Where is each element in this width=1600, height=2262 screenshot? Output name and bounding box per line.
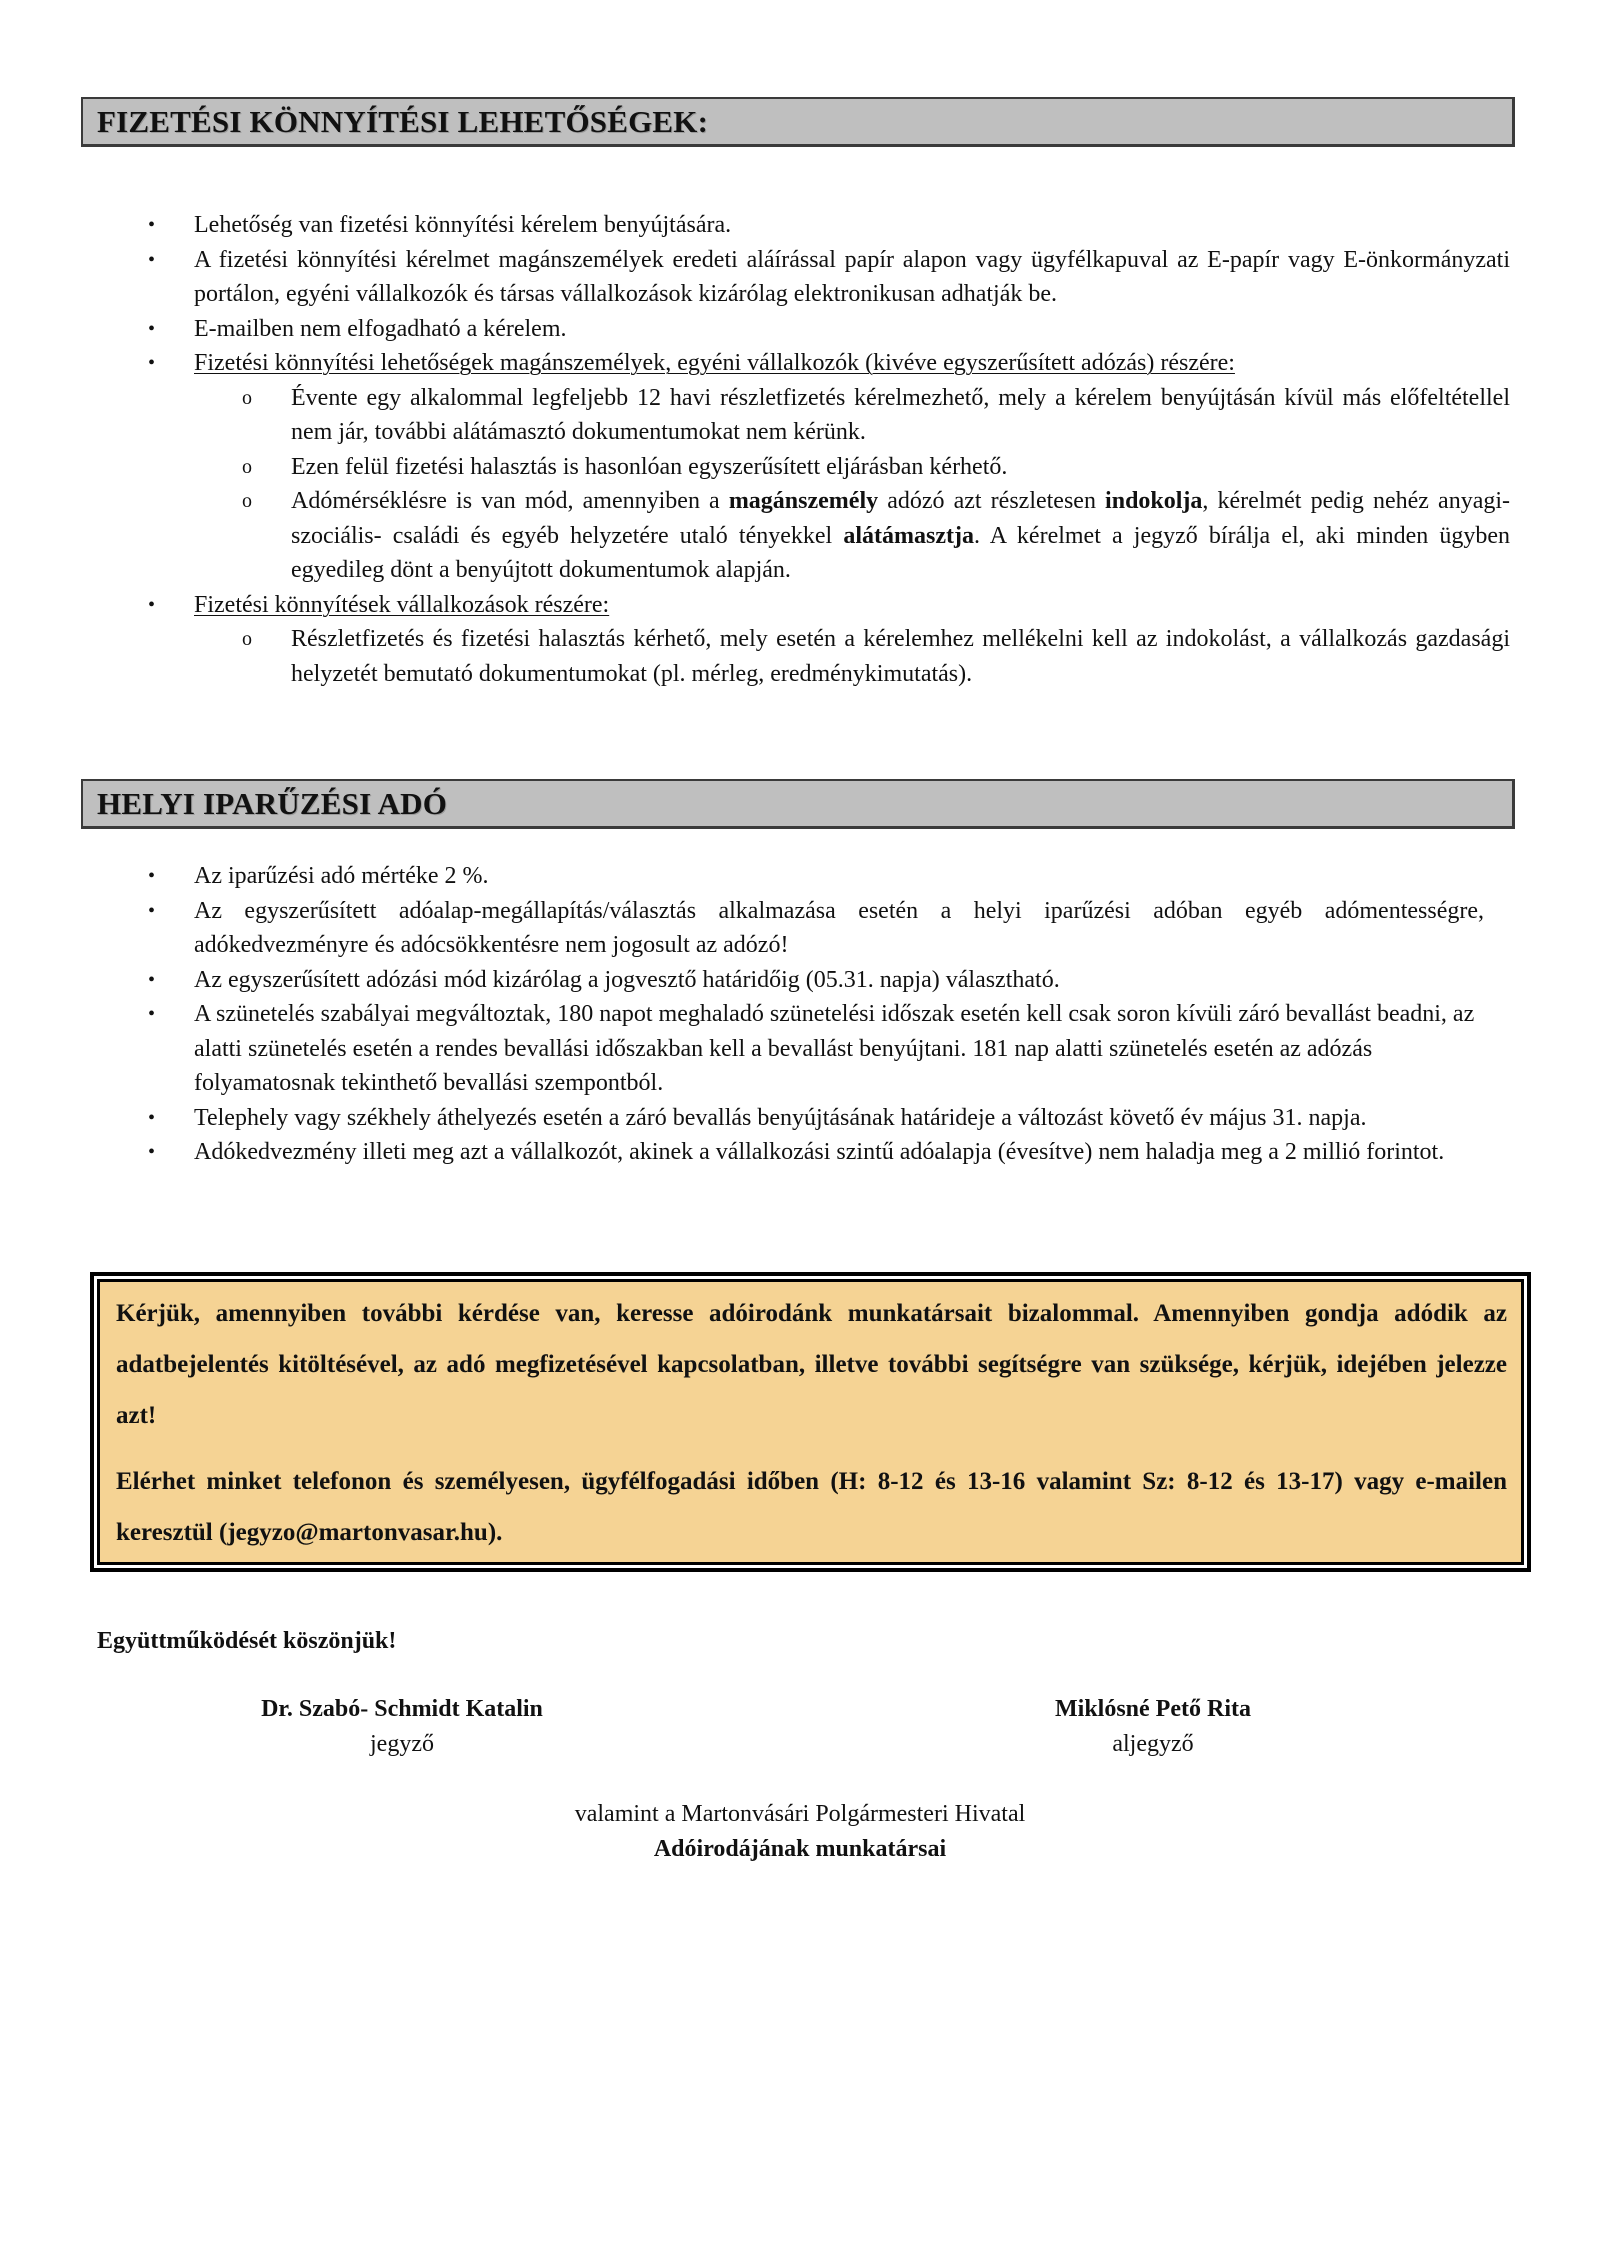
private-relief-sublist — [242, 381, 1511, 588]
signature-block-notary — [202, 1692, 602, 1762]
list-item — [148, 243, 1510, 312]
bullet-icon: • — [148, 1003, 156, 1025]
emphasis-text: indokolja — [1105, 488, 1203, 514]
circle-bullet-icon: o — [242, 455, 252, 478]
list-item-text: Az egyszerűsített adóalap-megállapítás/választás alkalmazása esetén a helyi iparűzési adóban egyéb adómentességre, adókedvezményre és adócsökkentésre nem jogosult az adózó! — [194, 897, 1484, 958]
list-item — [148, 894, 1484, 963]
sub-list-item-text: . A kérelmet a jegyző bírálja el, aki minden ügyben egyedileg dönt a benyújtott dokumentumok alapján. — [291, 522, 1510, 583]
list-item-text: Adókedvezmény illeti meg azt a vállalkozót, akinek a vállalkozási szintű adóalapja (évesítve) nem haladja meg a 2 millió forintot. — [194, 1139, 1445, 1165]
payment-relief-list — [148, 208, 1511, 691]
notice-paragraph-contact: Elérhet minket telefonon és személyesen, ügyfélfogadási időben (H: 8-12 és 13-16 valamint Sz: 8-12 és 13-17) vagy e-mailen keresztül (jegyzo@martonvasar.hu). — [116, 1468, 1507, 1546]
bullet-icon: • — [148, 248, 156, 271]
office-line: valamint a Martonvásári Polgármesteri Hivatal — [574, 1801, 1026, 1827]
business-relief-heading: Fizetési könnyítések vállalkozások részére: — [194, 591, 610, 618]
signatory-name: Dr. Szabó- Schmidt Katalin — [261, 1696, 543, 1722]
closing-thanks: Együttműködését köszönjük! — [97, 1628, 397, 1654]
sub-list-item-text: Évente egy alkalommal legfeljebb 12 havi részletfizetés kérelmezhető, mely a kérelem benyújtásán kívül más előfeltétellel nem jár, további alátámasztó dokumentumokat nem kérünk. — [291, 384, 1510, 445]
list-item-text: E-mailben nem elfogadható a kérelem. — [194, 315, 567, 342]
list-item — [148, 997, 1484, 1101]
contact-notice-box — [90, 1272, 1531, 1572]
section-header-payment-relief: FIZETÉSI KÖNNYÍTÉSI LEHETŐSÉGEK: — [81, 97, 1515, 147]
list-item-text: Az iparűzési adó mértéke 2 %. — [194, 863, 489, 889]
sub-list-item — [242, 381, 1510, 450]
sub-list-item-text: Részletfizetés és fizetési halasztás kérhető, mely esetén a kérelemhez mellékelni kell az indokolást, a vállalkozás gazdasági helyzetét bemutató dokumentumokat (pl. mérleg, eredménykimutatás). — [291, 626, 1510, 687]
signature-block-deputy-notary — [953, 1692, 1353, 1762]
list-item-private-relief — [148, 346, 1511, 588]
signatory-name: Miklósné Pető Rita — [1055, 1696, 1251, 1722]
bullet-icon: • — [148, 214, 156, 236]
list-item — [148, 208, 1510, 243]
sub-list-item-text: Ezen felül fizetési halasztás is hasonlóan egyszerűsített eljárásban kérhető. — [291, 453, 1008, 480]
office-team: Adóirodájának munkatársai — [653, 1836, 947, 1862]
sub-list-item-text: Adómérséklésre is van mód, amennyiben a — [291, 488, 729, 514]
emphasis-text: alátámasztja — [843, 522, 974, 549]
section-header-local-business-tax: HELYI IPARŰZÉSI ADÓ — [81, 779, 1515, 829]
circle-bullet-icon: o — [242, 490, 252, 512]
bullet-icon: • — [148, 865, 156, 887]
list-item-text: Lehetőség van fizetési könnyítési kérelem benyújtására. — [194, 212, 732, 238]
list-item-business-relief — [148, 588, 1510, 692]
private-relief-heading: Fizetési könnyítési lehetőségek magánszemélyek, egyéni vállalkozók (kivéve egyszerűsített adózás) részére: — [194, 350, 1235, 376]
emphasis-text: magánszemély — [728, 488, 879, 514]
sub-list-item — [242, 450, 1510, 485]
notice-paragraph-questions: Kérjük, amennyiben további kérdése van, keresse adóirodánk munkatársait bizalommal. Amennyiben gondja adódik az adatbejelentés kitöltésével, az adó megfizetésével kapcsolatban, illetve további segítségre van szüksége, kérjük, idejében jelezze azt! — [116, 1300, 1507, 1429]
sub-list-item — [242, 484, 1511, 588]
local-business-tax-list — [148, 859, 1484, 1170]
bullet-icon: • — [148, 899, 156, 922]
contact-notice-content — [97, 1279, 1524, 1565]
list-item — [148, 312, 1510, 347]
list-item-text: Telephely vagy székhely áthelyezés esetén a záró bevallás benyújtásának határideje a változást követő év május 31. napja. — [194, 1104, 1367, 1131]
bullet-icon: • — [148, 968, 156, 991]
bullet-icon: • — [148, 1141, 156, 1163]
office-signature — [400, 1797, 1200, 1867]
list-item-text: A fizetési könnyítési kérelmet magánszemélyek eredeti aláírással papír alapon vagy ügyfélkapuval az E-papír vagy E-önkormányzati portálon, egyéni vállalkozók és társas vállalkozások kizárólag elektronikusan adhatják be. — [194, 246, 1510, 307]
sub-list-item-text: , kérelmét pedig nehéz anyagi- szociális- családi és egyéb helyzetére utaló tényekkel — [291, 488, 1511, 549]
list-item — [148, 1135, 1504, 1170]
sub-list-item-text: adózó azt részletesen — [878, 488, 1106, 514]
business-relief-sublist — [242, 622, 1510, 691]
list-item-text: Az egyszerűsített adózási mód kizárólag a jogvesztő határidőig (05.31. napja) választható. — [194, 966, 1060, 993]
list-item — [148, 963, 1484, 998]
sub-list-item — [242, 622, 1510, 691]
signatory-role: jegyző — [370, 1731, 434, 1757]
bullet-icon: • — [148, 352, 156, 374]
list-item-text: A szünetelés szabályai megváltoztak, 180 napot meghaladó szünetelési időszak esetén kell csak soron kívüli záró bevallást beadni, az alatti szünetelés esetén a rendes bevallási időszakban kell a bevallást benyújtani. 181 nap alatti szünetelés esetén az adózás folyamatosnak tekinthető bevallási szempontból. — [194, 1001, 1475, 1096]
signatory-role: aljegyző — [1112, 1731, 1194, 1757]
list-item — [148, 859, 1484, 894]
circle-bullet-icon: o — [242, 386, 252, 409]
list-item — [148, 1101, 1484, 1136]
bullet-icon: • — [148, 1106, 156, 1129]
bullet-icon: • — [148, 593, 156, 616]
bullet-icon: • — [148, 317, 156, 340]
circle-bullet-icon: o — [242, 628, 252, 650]
